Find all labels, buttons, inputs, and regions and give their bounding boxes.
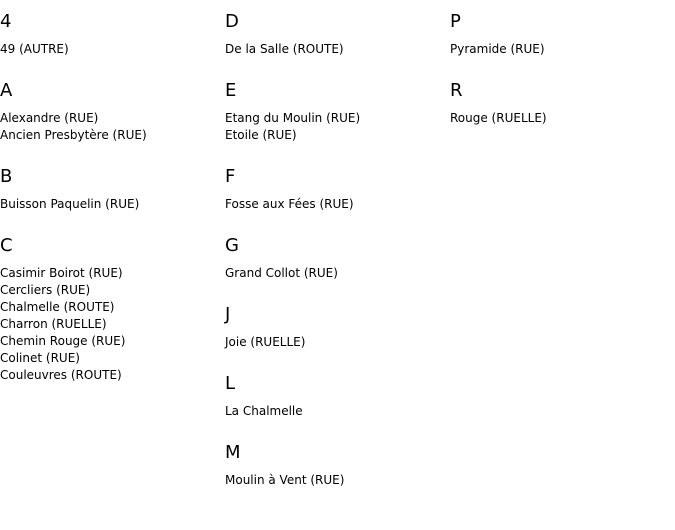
letter-group	[225, 373, 445, 420]
street-link[interactable]: Buisson Paquelin (RUE)	[0, 197, 140, 211]
letter-group	[225, 304, 445, 351]
letter-group	[450, 80, 670, 127]
street-link[interactable]: Joie (RUELLE)	[225, 335, 306, 349]
street-link[interactable]: Chemin Rouge (RUE)	[0, 334, 126, 348]
street-link[interactable]: 49 (AUTRE)	[0, 42, 69, 56]
street-link[interactable]: Colinet (RUE)	[0, 351, 80, 365]
letter-group	[0, 11, 220, 58]
letter-group	[450, 11, 670, 58]
street-list	[225, 472, 445, 489]
letter-group	[225, 442, 445, 489]
letter-heading: E	[225, 80, 237, 101]
letter-group	[0, 235, 220, 384]
street-link[interactable]: Ancien Presbytère (RUE)	[0, 128, 147, 142]
letter-heading: G	[225, 235, 239, 256]
street-link[interactable]: Etoile (RUE)	[225, 128, 297, 142]
street-list	[0, 41, 220, 58]
index-column-1	[0, 0, 220, 384]
letter-heading: A	[0, 80, 13, 101]
street-list	[225, 334, 445, 351]
street-link[interactable]: Pyramide (RUE)	[450, 42, 545, 56]
letter-heading: D	[225, 11, 239, 32]
letter-heading: L	[225, 373, 236, 394]
street-list	[450, 110, 670, 127]
index-column-3	[450, 0, 670, 127]
street-link[interactable]: Fosse aux Fées (RUE)	[225, 197, 354, 211]
street-list	[225, 41, 445, 58]
letter-heading: 4	[0, 11, 12, 32]
letter-heading: B	[0, 166, 13, 187]
letter-group	[0, 166, 220, 213]
letter-group	[225, 235, 445, 282]
street-list	[225, 403, 445, 420]
letter-group	[225, 166, 445, 213]
street-list	[225, 110, 445, 144]
letter-heading: J	[225, 304, 231, 325]
street-link[interactable]: Etang du Moulin (RUE)	[225, 111, 361, 125]
letter-heading: P	[450, 11, 461, 32]
letter-group	[225, 11, 445, 58]
street-list	[0, 265, 220, 384]
street-link[interactable]: Grand Collot (RUE)	[225, 266, 338, 280]
street-link[interactable]: Charron (RUELLE)	[0, 317, 107, 331]
street-link[interactable]: Casimir Boirot (RUE)	[0, 266, 123, 280]
street-link[interactable]: De la Salle (ROUTE)	[225, 42, 344, 56]
street-link[interactable]: Alexandre (RUE)	[0, 111, 99, 125]
letter-heading: F	[225, 166, 236, 187]
street-link[interactable]: Rouge (RUELLE)	[450, 111, 547, 125]
street-link[interactable]: La Chalmelle	[225, 404, 303, 418]
letter-heading: R	[450, 80, 463, 101]
letter-group	[225, 80, 445, 144]
street-link[interactable]: Cercliers (RUE)	[0, 283, 91, 297]
street-link[interactable]: Couleuvres (ROUTE)	[0, 368, 122, 382]
street-list	[225, 196, 445, 213]
letter-group	[0, 80, 220, 144]
street-link[interactable]: Chalmelle (ROUTE)	[0, 300, 115, 314]
street-link[interactable]: Moulin à Vent (RUE)	[225, 473, 345, 487]
street-list	[0, 110, 220, 144]
letter-heading: C	[0, 235, 13, 256]
index-column-2	[225, 0, 445, 489]
letter-heading: M	[225, 442, 241, 463]
street-list	[225, 265, 445, 282]
street-list	[450, 41, 670, 58]
street-list	[0, 196, 220, 213]
